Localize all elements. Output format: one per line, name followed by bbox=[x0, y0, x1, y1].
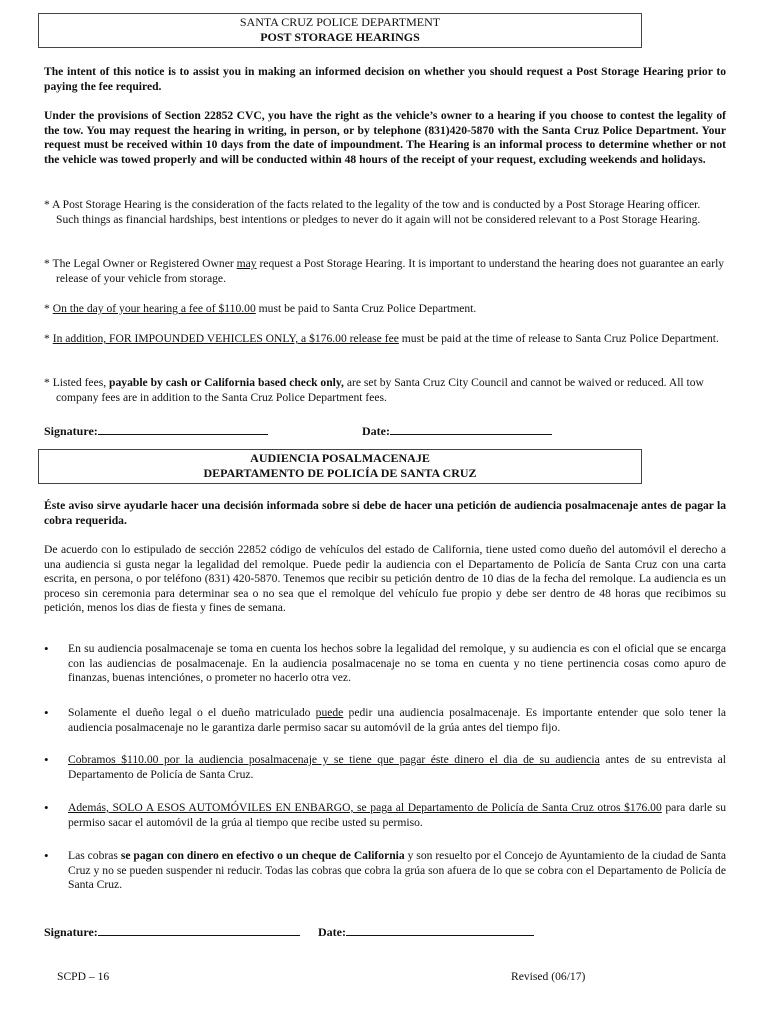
bullet-icon: • bbox=[44, 800, 49, 815]
spanish-bullet-1-text: En su audiencia posalmacenaje se toma en cuenta los hechos sobre la legalidad del remolque, y su audiencia es con el oficial que se encarga con las audiencias de posalmacenaje. En la audiencia posalmacenaje no se toma en cuenta y no tiene pertinencia cosas como apuro de finanzas, buenas intenciónes, o prometer no hacerlo otra vez. bbox=[68, 642, 726, 685]
spanish-bullet-3 bbox=[44, 753, 726, 782]
spanish-bullet-5-post: y son resuelto por el Concejo de Ayuntamiento de la ciudad de Santa Cruz y no se pueden suspender ni reducir. Todas las cobras que cobra la grúa son afuera de lo que se cobra con el Departamento de Policía de Santa Cruz. bbox=[68, 849, 726, 892]
english-item-3-pre: * bbox=[44, 302, 53, 315]
english-intro: The intent of this notice is to assist you in making an informed decision on whether you should request a Post Storage Hearing prior to paying the fee required. bbox=[44, 65, 726, 93]
english-header-line2: POST STORAGE HEARINGS bbox=[260, 30, 420, 44]
bullet-icon: • bbox=[44, 752, 49, 767]
spanish-bullet-5-pre: Las cobras bbox=[68, 849, 121, 862]
spanish-date-field[interactable] bbox=[346, 924, 534, 936]
spanish-bullet-4-underlined: Además, SOLO A ESOS AUTOMÓVILES EN ENBARGO, se paga al Departamento de Policía de Santa Cruz otros $176.00 bbox=[68, 801, 662, 814]
spanish-header-line1: AUDIENCIA POSALMACENAJE bbox=[250, 451, 430, 465]
spanish-signature-label: Signature: bbox=[44, 925, 98, 939]
english-header-line1: SANTA CRUZ POLICE DEPARTMENT bbox=[239, 15, 441, 29]
english-header-box bbox=[38, 13, 642, 48]
english-item-3-post: must be paid to Santa Cruz Police Department. bbox=[255, 302, 477, 315]
english-item-5 bbox=[44, 376, 726, 405]
spanish-bullet-1 bbox=[44, 642, 726, 686]
spanish-header-box bbox=[38, 449, 642, 484]
english-item-5-bold: payable by cash or California based check only, bbox=[109, 376, 344, 389]
english-item-5-post: are set by Santa Cruz City Council and cannot be waived or reduced. All tow company fees are in addition to the Santa Cruz Police Department fees. bbox=[56, 376, 704, 404]
spanish-intro: Éste aviso sirve ayudarle hacer una decisión informada sobre si debe de hacer una petición de audiencia posalmacenaje antes de pagar la cobra requerida. bbox=[44, 499, 726, 527]
english-item-1 bbox=[44, 198, 726, 227]
english-item-4-underlined: In addition, FOR IMPOUNDED VEHICLES ONLY, a $176.00 release fee bbox=[52, 332, 399, 345]
revision-date: Revised (06/17) bbox=[511, 970, 586, 983]
spanish-bullet-2-post: pedir una audiencia posalmacenaje. Es importante entender que solo tener la audiencia posalmacenaje no le garantiza darle permiso sacar su automóvil de la grúa antes del tiempo fijo. bbox=[68, 706, 726, 734]
spanish-bullet-4-post: para darle su permiso sacar el automóvil de la grúa al tiempo que recibe usted su permiso. bbox=[68, 801, 726, 829]
english-signature-label: Signature: bbox=[44, 424, 98, 438]
spanish-header-line2: DEPARTAMENTO DE POLICÍA DE SANTA CRUZ bbox=[203, 466, 477, 480]
english-date-field[interactable] bbox=[390, 423, 552, 435]
spanish-date-label: Date: bbox=[318, 925, 346, 939]
english-item-3 bbox=[44, 302, 726, 317]
english-item-2-pre: * The Legal Owner or Registered Owner bbox=[44, 257, 237, 270]
english-item-4-post: must be paid at the time of release to Santa Cruz Police Department. bbox=[398, 332, 719, 345]
english-item-4-pre: * bbox=[44, 332, 53, 345]
english-item-2-post: request a Post Storage Hearing. It is important to understand the hearing does not guarantee an early release of your vehicle from storage. bbox=[56, 257, 725, 285]
english-item-3-underlined: On the day of your hearing a fee of $110.00 bbox=[52, 302, 256, 315]
bullet-icon: • bbox=[44, 705, 49, 720]
english-signature-field[interactable] bbox=[98, 423, 268, 435]
spanish-bullet-3-underlined: Cobramos $110.00 por la audiencia posalmacenaje y se tiene que pagar éste dinero el dia de su audiencia bbox=[68, 753, 600, 766]
english-item-2-may: may bbox=[236, 257, 257, 270]
spanish-bullet-2-underlined: puede bbox=[315, 706, 344, 719]
english-item-5-pre: * Listed fees, bbox=[44, 376, 110, 389]
spanish-bullet-5-bold: se pagan con dinero en efectivo o un cheque de California bbox=[120, 849, 405, 862]
spanish-provisions: De acuerdo con lo estipulado de sección 22852 código de vehículos del estado de California, tiene usted como dueño del automóvil el derecho a una audiencia si gusta negar la legalidad del remolque. Puede pedir la audiencia con el Departamento de Policía de Santa Cruz con una carta escrita, en persona, o por teléfono (831) 420-5870. Tenemos que recibir su petición dentro de 10 dias de la fecha del remolque. La audiencia es un proceso sin ceremonia para determinar sea o no sea que el remolque del vehículo fue propio y debe ser dentro de 48 horas que recibimos su petición, menos los dias de fiesta y fines de semana. bbox=[44, 543, 726, 615]
spanish-bullet-2 bbox=[44, 706, 726, 735]
english-signature-row bbox=[44, 423, 268, 439]
spanish-bullet-4 bbox=[44, 801, 726, 830]
bullet-icon: • bbox=[44, 641, 49, 656]
english-item-4 bbox=[44, 332, 726, 347]
spanish-signature-row bbox=[44, 924, 300, 940]
english-item-2 bbox=[44, 257, 726, 286]
english-date-row bbox=[362, 423, 552, 439]
spanish-date-row bbox=[318, 924, 534, 940]
english-date-label: Date: bbox=[362, 424, 390, 438]
spanish-signature-field[interactable] bbox=[98, 924, 300, 936]
english-item-1-text: * A Post Storage Hearing is the consideration of the facts related to the legality of the tow and is conducted by a Post Storage Hearing officer. Such things as financial hardships, best intentions or pledges to never do it again will not be considered relevant to a Post Storage Hearing. bbox=[44, 198, 701, 226]
bullet-icon: • bbox=[44, 848, 49, 863]
spanish-bullet-3-post: antes de su entrevista al Departamento de Policía de Santa Cruz. bbox=[68, 753, 726, 781]
form-id: SCPD – 16 bbox=[57, 970, 110, 983]
spanish-bullet-2-pre: Solamente el dueño legal o el dueño matriculado bbox=[68, 706, 316, 719]
english-provisions: Under the provisions of Section 22852 CVC, you have the right as the vehicle’s owner to a hearing if you choose to contest the legality of the tow. You may request the hearing in writing, in person, or by telephone (831)420-5870 with the Santa Cruz Police Department. Your request must be received within 10 days from the date of impoundment. The Hearing is an informal process to determine whether or not the vehicle was towed properly and will be conducted within 48 hours of the receipt of your request, excluding weekends and holidays. bbox=[44, 109, 726, 166]
spanish-bullet-5 bbox=[44, 849, 726, 893]
